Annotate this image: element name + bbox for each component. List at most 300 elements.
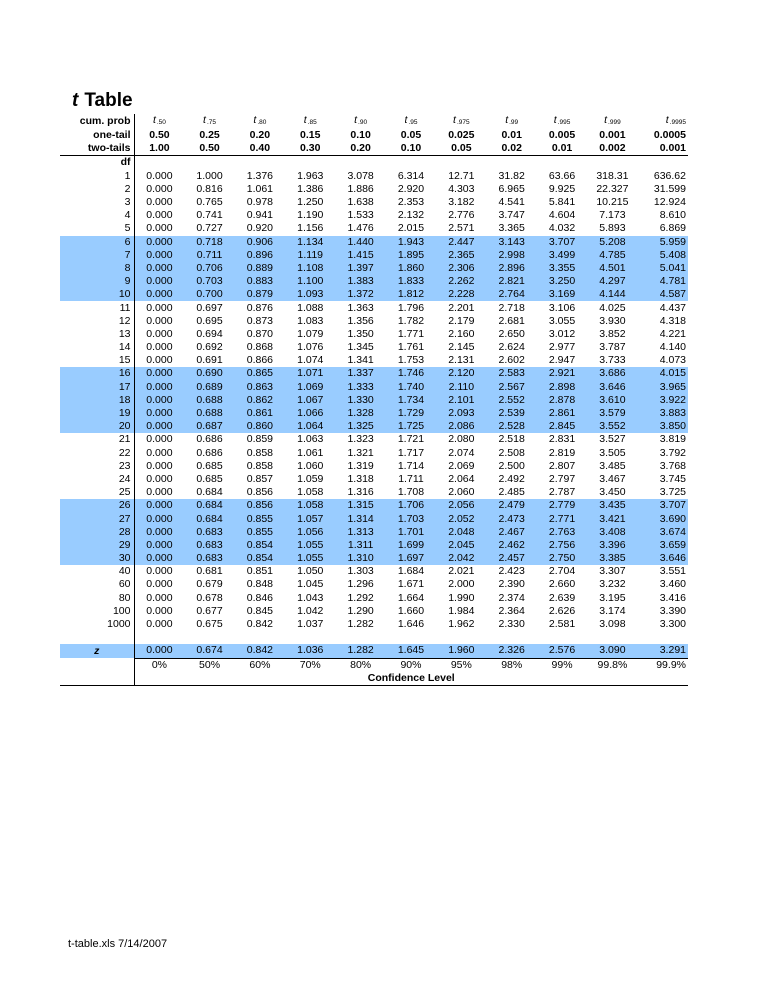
separator-cell bbox=[587, 631, 637, 644]
table-cell: 0.816 bbox=[196, 182, 223, 195]
table-cell: 3.552 bbox=[587, 420, 637, 433]
table-cell: 1.345 bbox=[347, 341, 374, 354]
table-cell: 0.870 bbox=[246, 327, 274, 340]
table-cell: 2.797 bbox=[548, 472, 576, 485]
table-cell: 3.747 bbox=[498, 209, 525, 222]
table-cell: 2.492 bbox=[498, 472, 525, 485]
table-cell: 2.353 bbox=[397, 196, 425, 209]
df-value: 21 bbox=[60, 433, 134, 446]
table-cell: 1.069 bbox=[285, 381, 335, 394]
table-cell: 0.000 bbox=[146, 341, 173, 354]
one-tail-value: 0.15 bbox=[300, 129, 321, 142]
empty-cell bbox=[335, 156, 385, 170]
table-cell: 1.703 bbox=[386, 512, 436, 525]
table-cell: 1.296 bbox=[347, 578, 374, 591]
table-cell: 0.858 bbox=[246, 446, 274, 459]
column-subscript: .99 bbox=[509, 119, 519, 126]
table-cell: 1.383 bbox=[335, 275, 385, 288]
table-row bbox=[60, 170, 688, 183]
table-cell: 0.688 bbox=[184, 394, 234, 407]
t-symbol: t bbox=[152, 114, 156, 126]
table-cell: 1.440 bbox=[335, 236, 385, 249]
table-cell: 0.000 bbox=[134, 249, 184, 262]
df-value: 22 bbox=[60, 447, 134, 460]
table-row bbox=[60, 236, 688, 249]
table-cell: 1.761 bbox=[397, 341, 425, 354]
table-row bbox=[60, 420, 688, 433]
table-cell: 0.688 bbox=[184, 407, 234, 420]
two-tails-value: 0.20 bbox=[335, 142, 385, 156]
table-cell: 0.681 bbox=[196, 565, 223, 578]
table-cell: 0.686 bbox=[196, 433, 223, 446]
table-cell: 0.000 bbox=[146, 565, 173, 578]
confidence-label-blank bbox=[60, 672, 134, 686]
table-cell: 2.771 bbox=[537, 512, 587, 525]
table-cell: 2.093 bbox=[436, 407, 486, 420]
df-value: 29 bbox=[60, 539, 134, 552]
two-tails-row bbox=[60, 142, 688, 156]
table-cell: 1.071 bbox=[285, 367, 335, 380]
table-cell: 0.000 bbox=[146, 618, 173, 631]
separator-cell bbox=[134, 631, 184, 644]
t-symbol: t bbox=[303, 114, 307, 126]
table-cell: 1.056 bbox=[285, 526, 335, 539]
table-cell: 1.058 bbox=[285, 499, 335, 512]
table-cell: 0.000 bbox=[146, 591, 173, 604]
table-cell: 3.143 bbox=[487, 236, 537, 249]
table-cell: 0.000 bbox=[146, 182, 173, 195]
table-cell: 2.179 bbox=[448, 314, 475, 327]
z-value: 0.842 bbox=[235, 644, 285, 658]
one-tail-value: 0.001 bbox=[599, 129, 626, 142]
table-cell: 1.376 bbox=[246, 169, 274, 182]
table-cell: 3.787 bbox=[599, 341, 626, 354]
table-cell: 2.365 bbox=[436, 249, 486, 262]
table-cell: 0.000 bbox=[146, 459, 173, 472]
table-cell: 2.056 bbox=[436, 499, 486, 512]
table-cell: 0.694 bbox=[196, 327, 223, 340]
df-value: 10 bbox=[60, 288, 134, 301]
table-cell: 1.895 bbox=[386, 249, 436, 262]
table-cell: 2.045 bbox=[436, 539, 486, 552]
table-cell: 3.707 bbox=[638, 499, 688, 512]
table-cell: 31.82 bbox=[498, 169, 525, 182]
confidence-value: 70% bbox=[285, 658, 335, 672]
empty-cell bbox=[386, 156, 436, 170]
table-cell: 0.000 bbox=[134, 236, 184, 249]
table-cell: 3.174 bbox=[599, 604, 626, 617]
table-row bbox=[60, 367, 688, 380]
table-cell: 3.365 bbox=[498, 222, 525, 235]
df-value: 12 bbox=[60, 315, 134, 328]
table-cell: 4.781 bbox=[638, 275, 688, 288]
table-cell: 1.660 bbox=[397, 604, 425, 617]
table-cell: 3.390 bbox=[659, 604, 686, 617]
table-cell: 63.66 bbox=[548, 169, 576, 182]
table-cell: 0.000 bbox=[134, 526, 184, 539]
table-cell: 0.683 bbox=[184, 539, 234, 552]
separator-cell bbox=[487, 631, 537, 644]
table-cell: 0.856 bbox=[235, 499, 285, 512]
table-cell: 0.848 bbox=[246, 578, 274, 591]
table-cell: 2.467 bbox=[487, 526, 537, 539]
table-cell: 0.859 bbox=[246, 433, 274, 446]
table-cell: 1.119 bbox=[285, 249, 335, 262]
t-symbol: t bbox=[553, 114, 557, 126]
table-cell: 3.646 bbox=[587, 381, 637, 394]
table-cell: 3.307 bbox=[599, 565, 626, 578]
table-cell: 2.845 bbox=[537, 420, 587, 433]
table-cell: 0.866 bbox=[246, 354, 274, 367]
table-cell: 2.920 bbox=[397, 182, 425, 195]
table-cell: 0.000 bbox=[134, 552, 184, 565]
empty-cell bbox=[638, 156, 688, 170]
table-cell: 4.073 bbox=[659, 354, 686, 367]
table-cell: 2.015 bbox=[397, 222, 425, 235]
table-cell: 1.064 bbox=[285, 420, 335, 433]
df-value: 2 bbox=[60, 183, 134, 196]
table-cell: 4.604 bbox=[548, 209, 576, 222]
table-cell: 0.000 bbox=[134, 381, 184, 394]
table-cell: 1.093 bbox=[285, 288, 335, 301]
table-cell: 0.000 bbox=[134, 275, 184, 288]
table-cell: 2.080 bbox=[448, 433, 475, 446]
column-header bbox=[587, 114, 637, 129]
table-cell: 1.190 bbox=[297, 209, 324, 222]
table-cell: 1.337 bbox=[335, 367, 385, 380]
table-cell: 0.883 bbox=[235, 275, 285, 288]
table-cell: 2.896 bbox=[487, 262, 537, 275]
table-cell: 4.501 bbox=[587, 262, 637, 275]
table-cell: 1.717 bbox=[397, 446, 425, 459]
table-cell: 5.893 bbox=[599, 222, 626, 235]
table-cell: 2.898 bbox=[537, 381, 587, 394]
z-value: 1.282 bbox=[335, 644, 385, 658]
two-tails-value: 0.50 bbox=[184, 142, 234, 156]
table-cell: 0.862 bbox=[235, 394, 285, 407]
confidence-value: 80% bbox=[335, 658, 385, 672]
table-cell: 1.290 bbox=[347, 604, 374, 617]
table-cell: 1.714 bbox=[397, 459, 425, 472]
two-tails-value: 0.30 bbox=[285, 142, 335, 156]
table-cell: 0.000 bbox=[146, 433, 173, 446]
one-tail-value: 0.50 bbox=[149, 129, 170, 142]
table-cell: 2.048 bbox=[436, 526, 486, 539]
table-cell: 2.583 bbox=[487, 367, 537, 380]
table-cell: 1.782 bbox=[397, 314, 425, 327]
title-rest: Table bbox=[84, 90, 133, 111]
table-cell: 0.683 bbox=[184, 526, 234, 539]
table-cell: 3.078 bbox=[347, 169, 374, 182]
table-cell: 3.551 bbox=[659, 565, 686, 578]
table-cell: 3.012 bbox=[548, 327, 576, 340]
table-cell: 0.854 bbox=[235, 552, 285, 565]
table-cell: 1.108 bbox=[285, 262, 335, 275]
column-header bbox=[436, 114, 486, 129]
table-cell: 2.704 bbox=[548, 565, 576, 578]
table-cell: 1.721 bbox=[397, 433, 425, 446]
table-cell: 3.182 bbox=[448, 196, 475, 209]
table-cell: 0.000 bbox=[146, 446, 173, 459]
table-cell: 6.314 bbox=[397, 169, 425, 182]
table-cell: 3.850 bbox=[638, 420, 688, 433]
table-cell: 0.860 bbox=[235, 420, 285, 433]
one-tail-value: 0.005 bbox=[548, 129, 576, 142]
column-subscript: .999 bbox=[608, 119, 621, 126]
df-value: 30 bbox=[60, 552, 134, 565]
table-cell: 2.998 bbox=[487, 249, 537, 262]
table-row bbox=[60, 315, 688, 328]
table-cell: 0.686 bbox=[196, 446, 223, 459]
table-cell: 1.701 bbox=[386, 526, 436, 539]
table-cell: 3.098 bbox=[599, 618, 626, 631]
df-value: 4 bbox=[60, 209, 134, 222]
z-value: 3.291 bbox=[638, 644, 688, 658]
separator-cell bbox=[638, 631, 688, 644]
table-cell: 2.660 bbox=[548, 578, 576, 591]
one-tail-value: 0.025 bbox=[448, 129, 475, 142]
table-cell: 3.435 bbox=[587, 499, 637, 512]
table-cell: 1.638 bbox=[347, 196, 374, 209]
table-cell: 2.718 bbox=[498, 301, 525, 314]
df-value: 14 bbox=[60, 341, 134, 354]
empty-cell bbox=[184, 156, 234, 170]
table-cell: 2.787 bbox=[548, 486, 576, 499]
table-cell: 1.476 bbox=[347, 222, 374, 235]
df-label-row bbox=[60, 156, 688, 170]
table-cell: 0.000 bbox=[134, 420, 184, 433]
confidence-label-row bbox=[60, 672, 688, 686]
table-cell: 4.015 bbox=[638, 367, 688, 380]
table-cell: 2.132 bbox=[397, 209, 425, 222]
table-row bbox=[60, 183, 688, 196]
separator-cell bbox=[184, 631, 234, 644]
z-value: 3.090 bbox=[587, 644, 637, 658]
table-cell: 0.691 bbox=[196, 354, 223, 367]
table-cell: 1.533 bbox=[347, 209, 374, 222]
table-cell: 0.690 bbox=[184, 367, 234, 380]
table-cell: 0.700 bbox=[184, 288, 234, 301]
table-cell: 0.863 bbox=[235, 381, 285, 394]
table-cell: 1.059 bbox=[297, 472, 324, 485]
table-cell: 1.990 bbox=[448, 591, 475, 604]
table-cell: 3.745 bbox=[659, 472, 686, 485]
table-cell: 0.855 bbox=[235, 526, 285, 539]
two-tails-value: 0.10 bbox=[386, 142, 436, 156]
table-cell: 2.485 bbox=[498, 486, 525, 499]
cum-prob-label: cum. prob bbox=[60, 114, 134, 129]
table-cell: 1.664 bbox=[397, 591, 425, 604]
table-cell: 0.684 bbox=[196, 486, 223, 499]
df-value: 1000 bbox=[60, 618, 134, 631]
table-row bbox=[60, 209, 688, 222]
table-cell: 1.711 bbox=[398, 472, 424, 485]
table-cell: 3.300 bbox=[659, 618, 686, 631]
table-cell: 5.841 bbox=[548, 196, 576, 209]
column-header bbox=[235, 114, 285, 129]
df-value: 24 bbox=[60, 473, 134, 486]
table-cell: 2.639 bbox=[548, 591, 576, 604]
table-cell: 0.679 bbox=[196, 578, 223, 591]
confidence-value: 99.9% bbox=[638, 658, 688, 672]
table-cell: 0.685 bbox=[196, 459, 223, 472]
table-cell: 1.067 bbox=[285, 394, 335, 407]
table-cell: 10.215 bbox=[596, 196, 629, 209]
table-cell: 3.686 bbox=[587, 367, 637, 380]
confidence-level-label: Confidence Level bbox=[367, 671, 455, 684]
table-cell: 1.984 bbox=[448, 604, 475, 617]
table-cell: 2.602 bbox=[498, 354, 525, 367]
table-cell: 2.821 bbox=[487, 275, 537, 288]
table-cell: 1.812 bbox=[386, 288, 436, 301]
table-cell: 5.959 bbox=[638, 236, 688, 249]
column-subscript: .80 bbox=[257, 119, 267, 126]
df-value: 3 bbox=[60, 196, 134, 209]
table-cell: 1.315 bbox=[335, 499, 385, 512]
table-cell: 0.000 bbox=[146, 209, 173, 222]
table-row bbox=[60, 262, 688, 275]
table-cell: 0.000 bbox=[134, 512, 184, 525]
separator-cell bbox=[285, 631, 335, 644]
table-cell: 3.930 bbox=[599, 314, 626, 327]
table-cell: 2.807 bbox=[548, 459, 576, 472]
table-cell: 5.408 bbox=[638, 249, 688, 262]
confidence-value: 99% bbox=[537, 658, 587, 672]
z-value: 1.960 bbox=[436, 644, 486, 658]
column-header bbox=[638, 114, 688, 129]
table-row bbox=[60, 473, 688, 486]
table-cell: 0.889 bbox=[235, 262, 285, 275]
column-subscript: .9995 bbox=[669, 119, 686, 126]
table-cell: 0.000 bbox=[134, 499, 184, 512]
table-cell: 1.333 bbox=[335, 381, 385, 394]
t-symbol: t bbox=[203, 114, 206, 126]
table-cell: 2.110 bbox=[436, 381, 486, 394]
table-cell: 0.675 bbox=[196, 618, 223, 631]
table-cell: 0.876 bbox=[246, 301, 274, 314]
table-cell: 2.776 bbox=[448, 209, 475, 222]
table-cell: 0.000 bbox=[134, 407, 184, 420]
table-cell: 1.311 bbox=[335, 539, 385, 552]
table-cell: 3.396 bbox=[587, 539, 637, 552]
df-value: 15 bbox=[60, 354, 134, 367]
table-cell: 2.021 bbox=[448, 565, 475, 578]
table-row bbox=[60, 196, 688, 209]
table-row bbox=[60, 249, 688, 262]
two-tails-value: 0.05 bbox=[436, 142, 486, 156]
table-cell: 3.659 bbox=[638, 539, 688, 552]
table-cell: 12.924 bbox=[653, 196, 686, 209]
table-cell: 0.718 bbox=[184, 236, 234, 249]
table-cell: 1.314 bbox=[335, 512, 385, 525]
table-cell: 2.131 bbox=[448, 354, 475, 367]
table-row bbox=[60, 592, 688, 605]
table-cell: 1.796 bbox=[397, 301, 425, 314]
table-cell: 0.000 bbox=[146, 578, 173, 591]
table-cell: 0.879 bbox=[235, 288, 285, 301]
table-cell: 2.479 bbox=[487, 499, 537, 512]
df-value: 8 bbox=[60, 262, 134, 275]
z-value: 2.576 bbox=[537, 644, 587, 658]
z-value: 1.036 bbox=[285, 644, 335, 658]
table-cell: 22.327 bbox=[596, 182, 629, 195]
table-cell: 1.330 bbox=[335, 394, 385, 407]
table-cell: 1.962 bbox=[448, 618, 475, 631]
table-cell: 2.947 bbox=[548, 354, 576, 367]
table-cell: 3.355 bbox=[537, 262, 587, 275]
table-cell: 2.069 bbox=[448, 459, 475, 472]
table-cell: 1.050 bbox=[297, 565, 324, 578]
two-tails-label: two-tails bbox=[60, 142, 134, 156]
table-cell: 1.319 bbox=[347, 459, 374, 472]
table-cell: 5.208 bbox=[587, 236, 637, 249]
table-cell: 0.689 bbox=[184, 381, 234, 394]
df-value: 60 bbox=[60, 578, 134, 591]
table-cell: 1.037 bbox=[297, 618, 324, 631]
table-cell: 0.842 bbox=[246, 618, 274, 631]
table-row bbox=[60, 618, 688, 631]
table-row bbox=[60, 499, 688, 512]
confidence-value: 98% bbox=[487, 658, 537, 672]
table-cell: 2.764 bbox=[487, 288, 537, 301]
column-subscript: .50 bbox=[156, 119, 166, 126]
table-cell: 3.055 bbox=[548, 314, 576, 327]
table-cell: 1.134 bbox=[285, 236, 335, 249]
df-value: 1 bbox=[60, 170, 134, 183]
table-cell: 3.450 bbox=[599, 486, 626, 499]
table-cell: 3.467 bbox=[599, 472, 626, 485]
df-value: 40 bbox=[60, 565, 134, 578]
table-cell: 1.729 bbox=[386, 407, 436, 420]
table-cell: 2.681 bbox=[498, 314, 525, 327]
table-cell: 0.000 bbox=[134, 262, 184, 275]
column-subscript: .75 bbox=[206, 119, 217, 126]
separator-cell bbox=[235, 631, 285, 644]
table-row bbox=[60, 565, 688, 578]
table-cell: 1.740 bbox=[386, 381, 436, 394]
column-subscript: .975 bbox=[456, 119, 470, 126]
table-cell: 0.692 bbox=[196, 341, 223, 354]
z-row bbox=[60, 644, 688, 658]
table-cell: 2.042 bbox=[436, 552, 486, 565]
table-row bbox=[60, 512, 688, 525]
empty-cell bbox=[285, 156, 335, 170]
column-subscript: .995 bbox=[557, 119, 571, 126]
table-cell: 0.000 bbox=[146, 222, 173, 235]
df-value: 9 bbox=[60, 275, 134, 288]
table-cell: 1.292 bbox=[347, 591, 374, 604]
z-value: 0.000 bbox=[134, 644, 184, 658]
page-title bbox=[72, 90, 133, 112]
table-row bbox=[60, 301, 688, 314]
t-symbol: t bbox=[665, 114, 669, 126]
table-cell: 0.687 bbox=[184, 420, 234, 433]
table-cell: 0.941 bbox=[246, 209, 274, 222]
table-cell: 3.421 bbox=[587, 512, 637, 525]
table-cell: 2.552 bbox=[487, 394, 537, 407]
table-cell: 2.624 bbox=[498, 341, 525, 354]
table-cell: 2.750 bbox=[537, 552, 587, 565]
table-cell: 0.857 bbox=[246, 472, 274, 485]
df-value: 28 bbox=[60, 526, 134, 539]
table-cell: 3.768 bbox=[659, 459, 686, 472]
table-cell: 6.869 bbox=[659, 222, 686, 235]
t-symbol: t bbox=[253, 114, 257, 126]
table-cell: 2.626 bbox=[548, 604, 576, 617]
table-cell: 3.733 bbox=[599, 354, 626, 367]
table-cell: 1.753 bbox=[397, 354, 425, 367]
table-cell: 0.000 bbox=[146, 486, 173, 499]
